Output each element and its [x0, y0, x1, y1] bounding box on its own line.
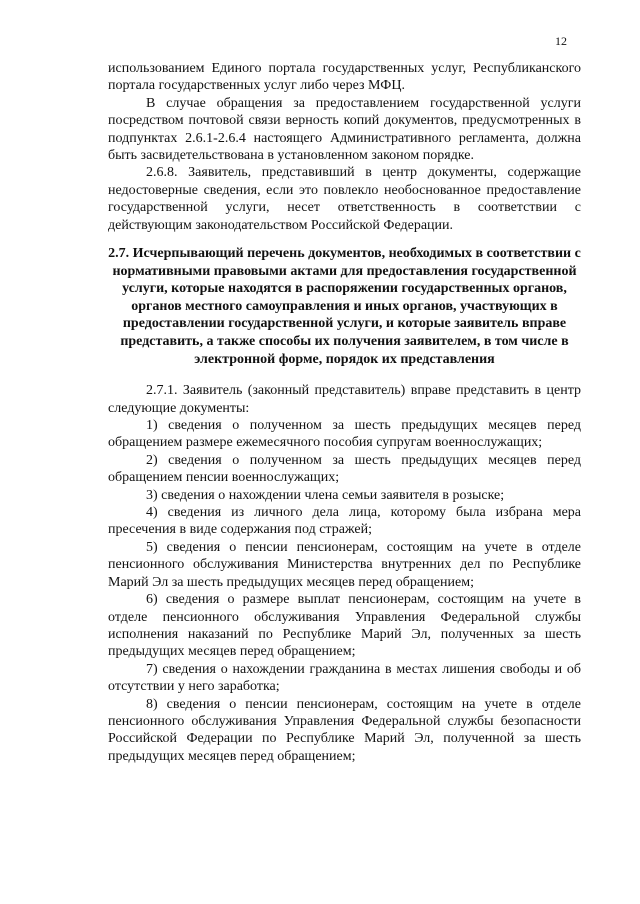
list-item: 8) сведения о пенсии пенсионерам, состоящим на учете в отделе пенсионного обслуживания Управления Федеральной службы безопасности Российской Федерации по Республике Марий Эл, полученной за шесть предыдущих месяцев перед обращением; [108, 696, 581, 764]
paragraph-postal-copies: В случае обращения за предоставлением государственной услуги посредством почтовой связи верность копий документов, предусмотренных в подпунктах 2.6.1-2.6.4 настоящего Административного регламента, должна быть засвидетельствована в установленном законом порядке. [108, 95, 581, 164]
section-heading-2-7: 2.7. Исчерпывающий перечень документов, необходимых в соответствии с нормативными правовыми актами для предоставления государственной услуги, которые находятся в распоряжении государственных органов, органов местного самоуправления и иных органов, участвующих в предоставлении государственной услуги, и которые заявитель вправе представить, а также способы их получения заявителем, в том числе в электронной форме, порядок их представления [108, 246, 581, 367]
page-number: 12 [555, 34, 567, 48]
list-item: 4) сведения из личного дела лица, которому была избрана мера пресечения в виде содержания под стражей; [108, 505, 581, 538]
list-item: 5) сведения о пенсии пенсионерам, состоящим на учете в отделе пенсионного обслуживания Министерства внутренних дел по Республике Марий Эл за шесть предыдущих месяцев перед обращением; [108, 539, 581, 590]
list-item: 1) сведения о полученном за шесть предыдущих месяцев перед обращением размере ежемесячного пособия супругам военнослужащих; [108, 418, 581, 451]
list-item: 2) сведения о полученном за шесть предыдущих месяцев перед обращением пенсии военнослужащих; [108, 452, 581, 486]
paragraph-2-7-1: 2.7.1. Заявитель (законный представитель) вправе представить в центр следующие документы: [108, 383, 581, 416]
list-item: 6) сведения о размере выплат пенсионерам, состоящим на учете в отделе пенсионного обслуживания Управления Федеральной службы исполнения наказаний по Республике Марий Эл, полученных за шесть предыдущих месяцев перед обращением; [108, 592, 581, 660]
document-body [108, 60, 581, 765]
paragraph-2-6-8: 2.6.8. Заявитель, представивший в центр документы, содержащие недостоверные сведения, если это повлекло необоснованное предоставление государственной услуги, несет ответственность в соответствии с действующим законодательством Российской Федерации. [108, 165, 581, 233]
paragraph-continuation: использованием Единого портала государственных услуг, Республиканского портала государственных услуг либо через МФЦ. [108, 61, 581, 94]
list-item: 3) сведения о нахождении члена семьи заявителя в розыске; [146, 487, 505, 503]
list-item: 7) сведения о нахождении гражданина в местах лишения свободы и об отсутствии у него заработка; [108, 661, 581, 695]
